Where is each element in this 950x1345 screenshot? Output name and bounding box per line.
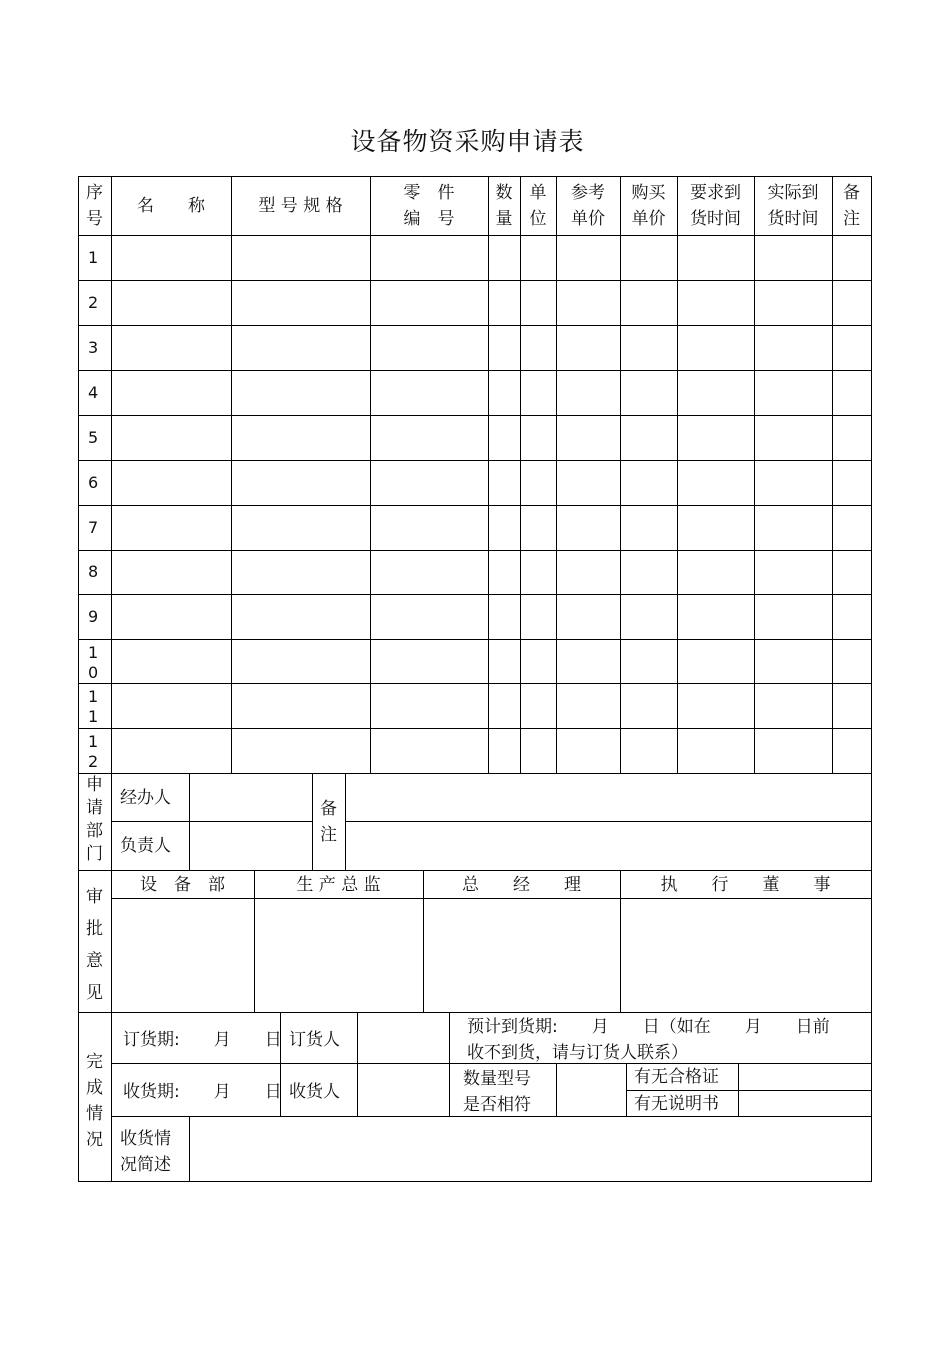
header-seq: 序 号 [86, 183, 103, 229]
section-divider [78, 870, 871, 871]
row-seq: 1 1 [88, 687, 99, 726]
row-seq: 9 [88, 606, 99, 626]
row-divider [78, 460, 871, 461]
header-name: 名 称 [137, 196, 205, 216]
expected-delivery-label: 预计到货期: 月 日（如在 月 日前 收不到货，请与订货人联系） [467, 1017, 830, 1063]
row-seq: 1 2 [88, 732, 99, 771]
row-seq: 5 [88, 427, 99, 447]
column-divider [189, 1116, 190, 1181]
approval-equipment-dept: 设 备 部 [140, 875, 225, 895]
row-seq: 4 [88, 382, 99, 402]
row-seq: 6 [88, 472, 99, 492]
receive-summary-label: 收货情 况简述 [120, 1129, 171, 1175]
qty-model-match-label: 数量型号 是否相符 [463, 1069, 531, 1115]
row-seq: 2 [88, 292, 99, 312]
column-divider [357, 1012, 358, 1116]
page-title: 设备物资采购申请表 [350, 127, 585, 156]
row-divider [626, 1090, 871, 1091]
row-divider [345, 821, 871, 822]
header-act-time: 实际到 货时间 [767, 183, 819, 229]
receive-date-label: 收货期: 月 日 [123, 1082, 282, 1102]
section-divider [78, 1012, 871, 1013]
header-req-time: 要求到 货时间 [690, 183, 741, 229]
row-divider [78, 773, 871, 774]
order-date-label: 订货期: 月 日 [123, 1030, 282, 1050]
row-divider [78, 325, 871, 326]
approval-label: 审 批 意 见 [86, 887, 103, 1003]
order-person-label: 订货人 [289, 1030, 340, 1050]
column-divider [556, 1063, 557, 1116]
row-divider [78, 505, 871, 506]
header-ref-price: 参考 单价 [571, 183, 605, 229]
column-divider [449, 1012, 450, 1116]
column-divider [111, 1012, 112, 1181]
row-divider [111, 898, 871, 899]
header-unit: 单 位 [529, 183, 547, 229]
approval-general-manager: 总 经 理 [462, 875, 581, 895]
approval-production-director: 生 产 总 监 [296, 875, 381, 895]
approval-executive-director: 执 行 董 事 [660, 875, 831, 895]
row-seq: 3 [88, 337, 99, 357]
row-divider [78, 639, 871, 640]
header-qty: 数 量 [495, 183, 513, 229]
row-seq: 1 0 [88, 643, 99, 682]
header-remark: 备 注 [843, 183, 860, 229]
apply-remark-label: 备 注 [320, 799, 337, 845]
row-divider [78, 550, 871, 551]
row-divider [78, 280, 871, 281]
row-seq: 1 [88, 247, 99, 267]
row-seq: 8 [88, 562, 99, 581]
apply-dept-label: 申 请 部 门 [86, 775, 103, 864]
row-divider [78, 415, 871, 416]
row-divider [78, 594, 871, 595]
row-divider [78, 683, 871, 684]
header-part-no: 零 件 编 号 [403, 183, 455, 229]
row-divider [78, 728, 871, 729]
header-buy-price: 购买 单价 [631, 183, 666, 229]
row-divider [78, 235, 871, 236]
header-model: 型 号 规 格 [258, 196, 343, 216]
has-certificate-label: 有无合格证 [634, 1067, 719, 1087]
row-divider [111, 821, 312, 822]
row-divider [78, 370, 871, 371]
row-seq: 7 [88, 517, 99, 537]
receiver-label: 收货人 [289, 1082, 340, 1102]
completion-label: 完 成 情 况 [86, 1052, 103, 1150]
has-manual-label: 有无说明书 [634, 1094, 719, 1114]
handler-label: 经办人 [120, 788, 171, 808]
manager-label: 负责人 [120, 836, 171, 856]
